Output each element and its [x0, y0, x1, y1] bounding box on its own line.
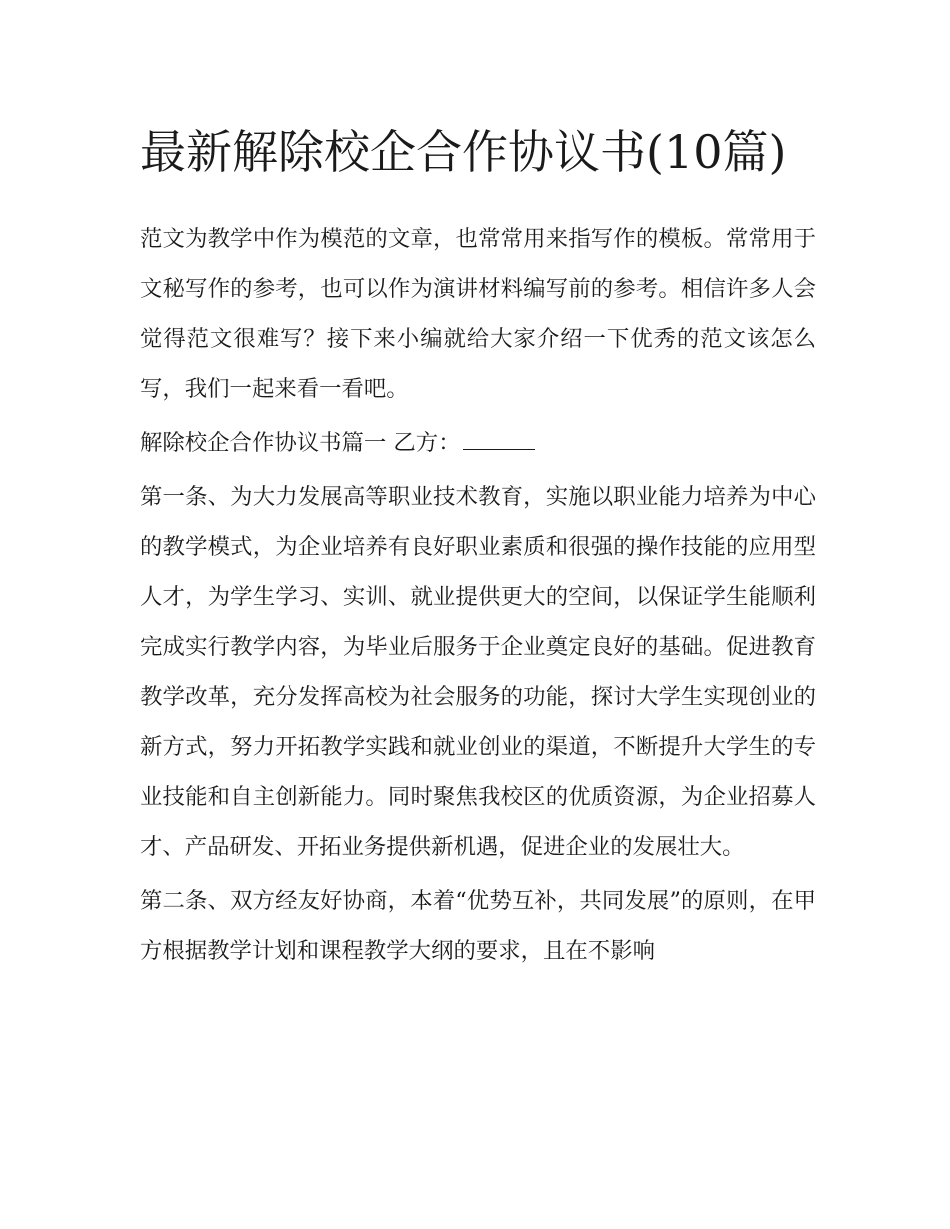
- article-1-paragraph: 第一条、为大力发展高等职业技术教育，实施以职业能力培养为中心的教学模式，为企业培养有良好职业素质和很强的操作技能的应用型人才，为学生学习、实训、就业提供更大的空间，以保证学生能顺利完成实行教学内容，为毕业后服务于企业奠定良好的基础。促进教育教学改革，充分发挥高校为社会服务的功能，探讨大学生实现创业的新方式，努力开拓教学实践和就业创业的渠道，不断提升大学生的专业技能和自主创新能力。同时聚焦我校区的优质资源，为企业招募人才、产品研发、开拓业务提供新机遇，促进企业的发展壮大。: [140, 484, 816, 860]
- document-body: [140, 214, 816, 976]
- section-heading-text: 解除校企合作协议书篇一 乙方：: [140, 430, 461, 456]
- document-title: 最新解除校企合作协议书(10篇): [140, 125, 787, 179]
- blank-underline: [463, 419, 535, 450]
- intro-paragraph: 范文为教学中作为模范的文章，也常常用来指写作的模板。常常用于文秘写作的参考，也可以作为演讲材料编写前的参考。相信许多人会觉得范文很难写？接下来小编就给大家介绍一下优秀的范文该怎么写，我们一起来看一看吧。: [140, 226, 816, 402]
- article-2-paragraph: 第二条、双方经友好协商，本着“优势互补，共同发展”的原则，在甲方根据教学计划和课程教学大纲的要求，且在不影响: [140, 888, 816, 964]
- section-heading: [140, 418, 816, 468]
- document-page: [140, 112, 816, 980]
